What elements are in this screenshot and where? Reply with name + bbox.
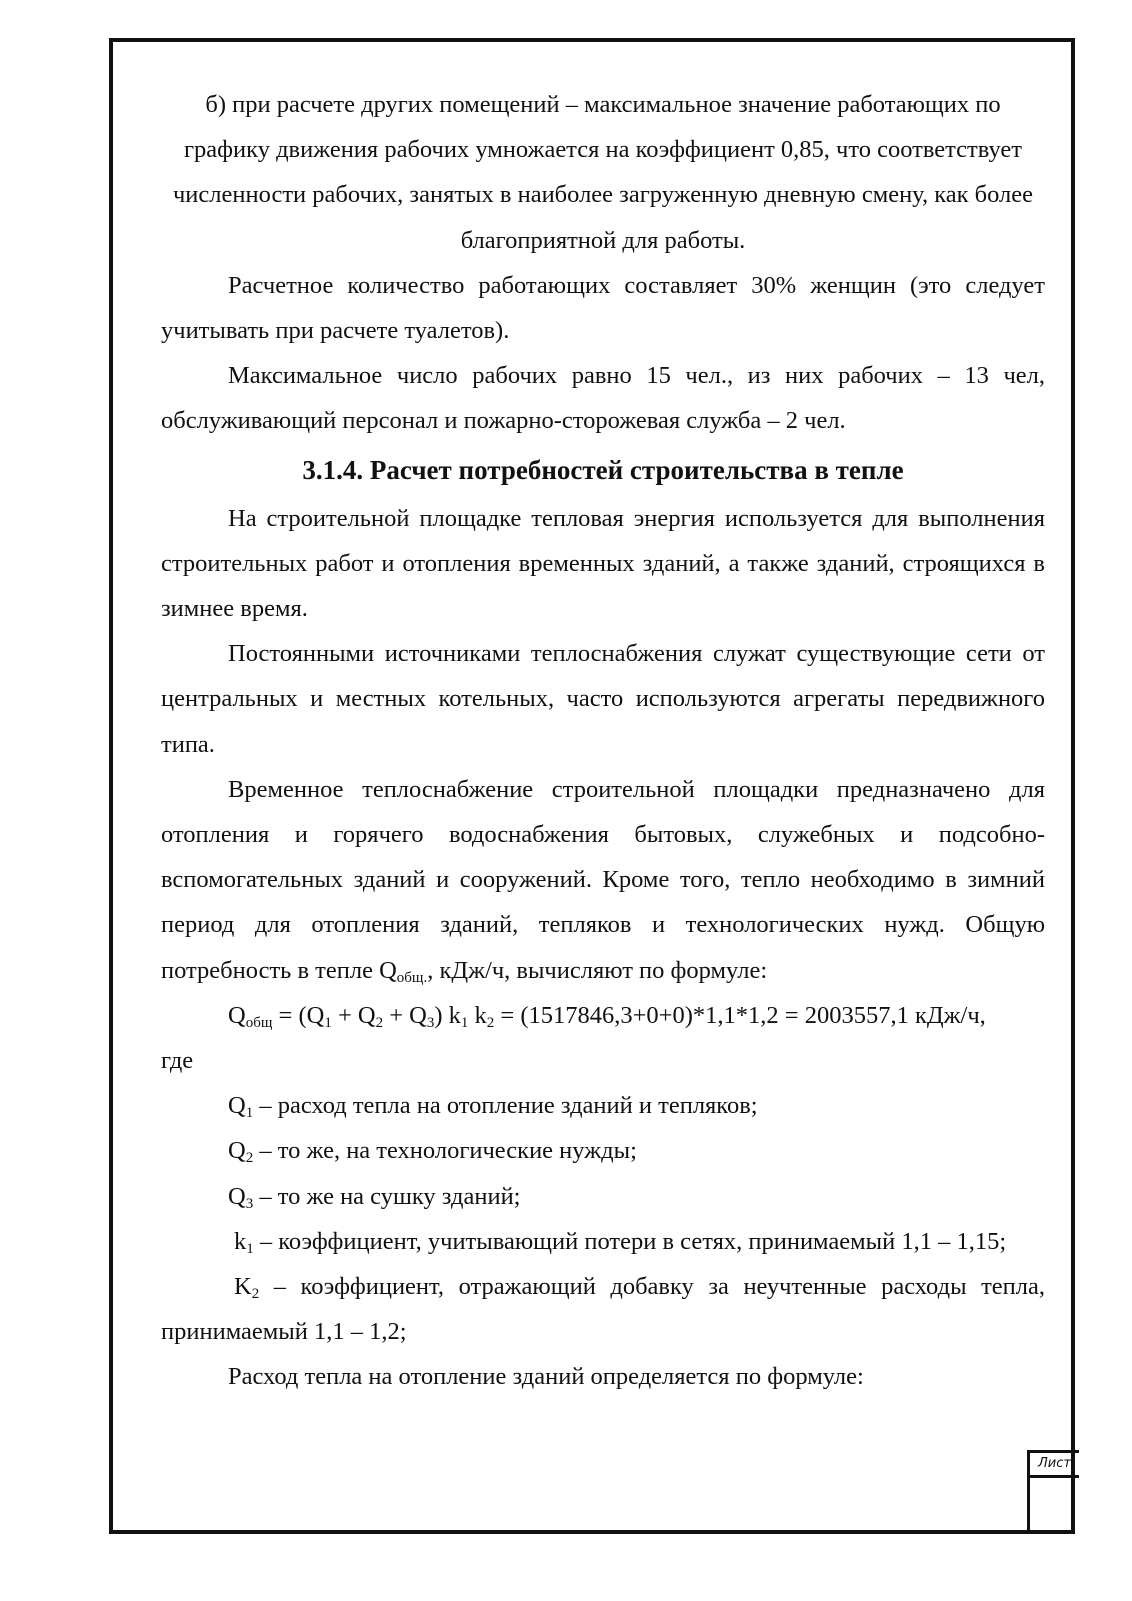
formula-k-space: k: [468, 1001, 487, 1029]
formula-q1-sub: 1: [324, 1014, 332, 1031]
formula-q3-sub: 3: [426, 1014, 435, 1031]
document-body: [161, 82, 1045, 1400]
def-k2-text: – коэффициент, отражающий добавку за неучтенные расходы тепла, принимаемый 1,1 – 1,2;: [161, 1273, 1045, 1346]
q-total-subscript: общ.: [396, 969, 428, 986]
def-q2-text: – то же, на технологические нужды;: [253, 1137, 637, 1165]
def-q3-text: – то же на сушку зданий;: [253, 1182, 521, 1210]
def-k1-symbol: k: [234, 1227, 247, 1255]
def-q3-symbol: Q: [228, 1182, 246, 1210]
def-q3-sub: 3: [245, 1195, 254, 1212]
formula-close-k: ) k: [434, 1001, 461, 1029]
formula-where: где: [161, 1047, 194, 1075]
sheet-label: Лист: [1030, 1450, 1079, 1478]
sheet-stamp: [1027, 1450, 1079, 1534]
def-q1-sub: 1: [245, 1105, 254, 1122]
def-k2-symbol: K: [234, 1273, 252, 1301]
temporary-heating-text: Временное теплоснабжение строительной площадки предназначено для отопления и горячего водоснабжения бытовых, служебных и подсобно-вспомогательных зданий и сооружений. Кроме того, тепло необходимо в зимний период для отопления зданий, тепляков и технологических нужд. Общую потребность в тепле Q: [161, 775, 1045, 984]
definition-q3: [161, 1174, 1045, 1219]
def-q1-text: – расход тепла на отопление зданий и тепляков;: [253, 1092, 758, 1120]
paragraph-temporary-heating: [161, 767, 1045, 993]
paragraph-heat-use: На строительной площадке тепловая энергия используется для выполнения строительных работ и отопления временных зданий, а также зданий, строящихся в зимнее время.: [161, 504, 1045, 623]
paragraph-heat-sources: Постоянными источниками теплоснабжения служат существующие сети от центральных и местных котельных, часто используются агрегаты передвижного типа.: [161, 640, 1045, 758]
formula-q2-sub: 2: [375, 1014, 384, 1031]
formula-k2-sub: 2: [486, 1014, 495, 1031]
definition-k2: [161, 1264, 1045, 1354]
def-q2-sub: 2: [245, 1150, 254, 1167]
formula-result: = (1517846,3+0+0)*1,1*1,2 = 2003557,1 кДж/ч,: [494, 1001, 986, 1029]
definition-q2: [161, 1128, 1045, 1173]
formula-line: [161, 993, 1045, 1038]
paragraph-women-share: Расчетное количество работающих составляет 30% женщин (это следует учитывать при расчете туалетов).: [161, 271, 1045, 345]
def-q2-symbol: Q: [228, 1137, 246, 1165]
formula-k1-sub: 1: [460, 1014, 469, 1031]
formula-plus2: + Q: [383, 1001, 427, 1029]
paragraph-last: Расход тепла на отопление зданий определяется по формуле:: [228, 1363, 864, 1391]
formula-plus1: + Q: [331, 1001, 376, 1029]
formula-eq-open: = (Q: [272, 1001, 325, 1029]
formula-q-sub: общ: [245, 1014, 273, 1031]
def-k1-text: – коэффициент, учитывающий потери в сетях, принимаемый 1,1 – 1,15;: [253, 1227, 1007, 1255]
paragraph-max-workers: Максимальное число рабочих равно 15 чел., из них рабочих – 13 чел, обслуживающий персонал и пожарно-сторожевая служба – 2 чел.: [161, 362, 1045, 435]
definition-k1: [161, 1219, 1045, 1264]
section-heading: 3.1.4. Расчет потребностей строительства в тепле: [302, 454, 904, 485]
paragraph-b: б) при расчете других помещений – максимальное значение работающих по графику движения рабочих умножается на коэффициент 0,85, что соответствует численности рабочих, занятых в наиболее загруженную дневную смену, как более благоприятной для работы.: [172, 91, 1034, 254]
formula-q: Q: [228, 1001, 246, 1029]
def-k2-sub: 2: [251, 1286, 260, 1303]
temporary-heating-end: , кДж/ч, вычисляют по формуле:: [427, 956, 768, 984]
definition-q1: [161, 1083, 1045, 1128]
def-q1-symbol: Q: [228, 1092, 246, 1120]
def-k1-sub: 1: [246, 1240, 254, 1257]
